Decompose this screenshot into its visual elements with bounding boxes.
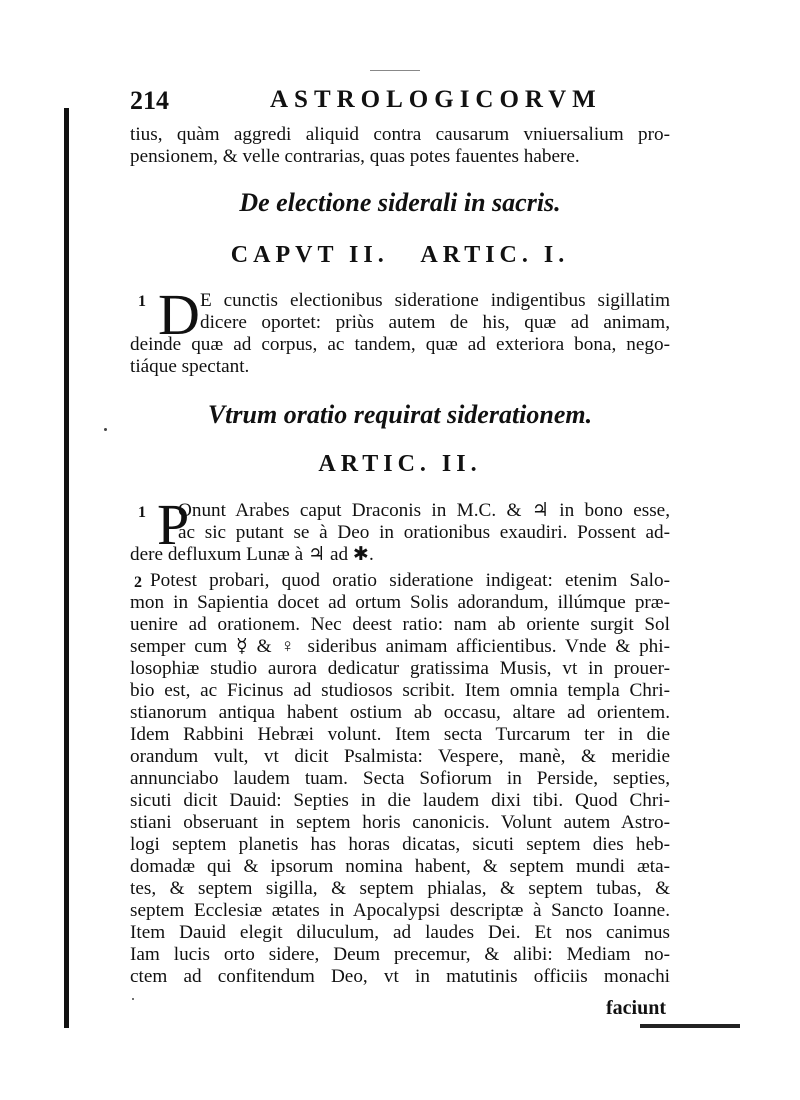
section-title: De electione siderali in sacris. [239,188,561,217]
text-line: pensionem, & velle contrarias, quas potes fauentes habere. [130,146,580,167]
text-line: semper cum ☿ & ♀ sideribus animam afficientibus. Vnde & phi- [130,636,670,657]
text-line: E cunctis electionibus sideratione indigentibus sigillatim [200,290,670,311]
text-line: dere defluxum Lunæ à ♃ ad ✱. [130,544,374,565]
drop-cap: D [158,282,200,347]
text-line: domadæ qui & ipsorum nomina habent, & septem mundi æta- [130,856,670,877]
text-line: tes, & septem sigilla, & septem phialas, & septem tubas, & [130,878,670,899]
text-line: Iam lucis orto sidere, Deum precemur, & alibi: Mediam no- [130,944,670,965]
text-line: Potest probari, quod oratio sideratione indigeat: etenim Salo- [150,570,670,591]
paragraph [130,290,670,378]
article-heading: ARTIC. II. [318,451,482,477]
text-line: septem Ecclesiæ ætates in Apocalypsi descriptæ à Sancto Ioanne. [130,900,670,921]
catchword: faciunt [606,997,666,1019]
text-line: ctem ad confitendum Deo, vt in matutinis officiis monachi [130,966,670,987]
chapter-heading: CAPVT II. ARTIC. I. [230,242,570,268]
paragraph-number: 2 [134,574,142,591]
text-line: Onunt Arabes caput Draconis in M.C. & ♃ in bono esse, [178,500,670,521]
text-line: Item Dauid elegit diluculum, ad laudes Dei. Et nos canimus [130,922,670,943]
text-line: mon in Sapientia docet ad ortum Solis adorandum, illúmque præ- [130,592,670,613]
text-line: losophiæ studio aurora dedicatur gratissima Musis, vt in prouer- [130,658,670,679]
text-line: tiáque spectant. [130,356,250,377]
text-line: sicuti dicit Dauid: Septies in die laudem dixi tibi. Quod Chri- [130,790,670,811]
text-line: stianorum antiqua habent ostium ab occasu, altare ad orientem. [130,702,670,723]
text-line: uenire ad orationem. Nec deest ratio: nam ab oriente surgit Sol [130,614,670,635]
text-line: bio est, ac Ficinus ad studiosos scribit. Item omnia templa Chri- [130,680,670,701]
text-line: ac sic putant se à Deo in orationibus exaudiri. Possent ad- [178,522,670,543]
text-line: logi septem planetis has horas dicatas, sicuti septem dies heb- [130,834,670,855]
ink-speck [104,428,107,431]
text-line: tius, quàm aggredi aliquid contra causarum vniuersalium pro- [130,124,670,145]
text-line: orandum vult, vt dicit Psalmista: Vespere, manè, & meridie [130,746,670,767]
paragraph-number: 1 [138,504,146,521]
running-title: ASTROLOGICORVM [270,86,602,113]
text-line: dicere oportet: priùs autem de his, quæ ad animam, [200,312,670,333]
drop-cap: P [157,492,190,557]
ink-speck [132,998,134,1000]
paragraph [130,500,670,566]
page-number: 214 [130,86,169,115]
paragraph-number: 1 [138,293,146,310]
bottom-rule [640,1024,740,1028]
gutter-line [64,108,69,1028]
text-line: annunciabo laudem tuam. Secta Sofiorum in Perside, septies, [130,768,670,789]
section-title: Vtrum oratio requirat siderationem. [207,400,593,429]
paragraph [130,570,670,988]
text-line: deinde quæ ad corpus, ac tandem, quæ ad exteriora bona, nego- [130,334,670,355]
text-line: stiani obseruant in septem horis canonicis. Volunt autem Astro- [130,812,670,833]
text-line: Idem Rabbini Hebræi volunt. Item secta Turcarum ter in die [130,724,670,745]
intro-paragraph [130,124,670,168]
top-rule [370,70,420,71]
running-header [130,86,690,116]
